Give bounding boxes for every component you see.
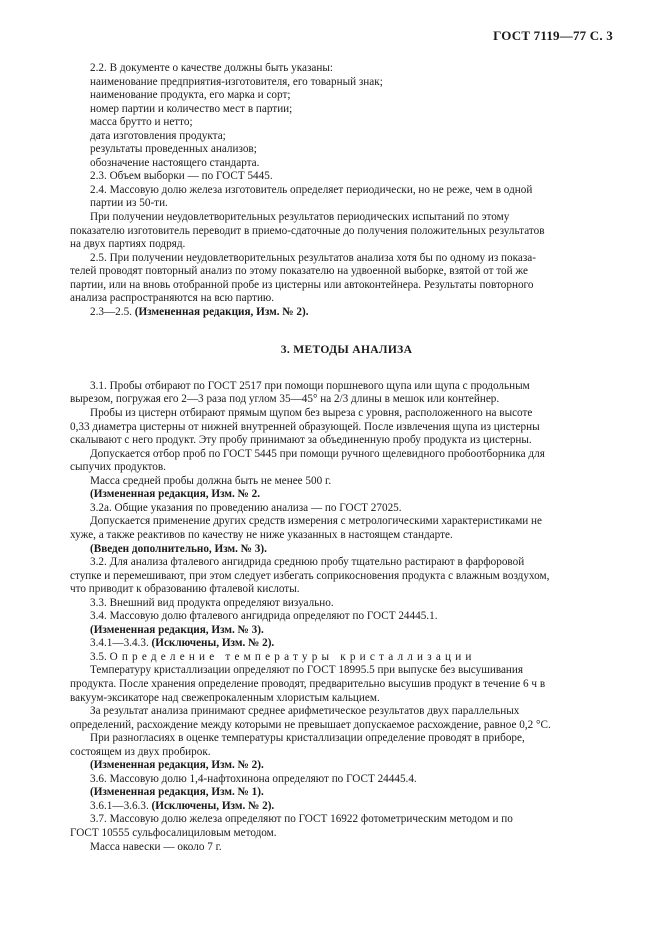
text-line: показателю изготовитель переводит в приемо-сдаточные до получения положительных результатов — [70, 224, 545, 237]
clause-number: 2.3—2.5. — [90, 305, 132, 318]
amendment-note: (Измененная редакция, Изм. № 1). — [90, 786, 264, 799]
text-line: анализа распространяются на всю партию. — [70, 292, 275, 305]
page-header: ГОСТ 7119—77 С. 3 — [493, 28, 613, 43]
text-line: ГОСТ 10555 сульфосалициловым методом. — [70, 826, 277, 839]
text-line: 3.4. Массовую долю фталевого ангидрида определяют по ГОСТ 24445.1. — [90, 610, 438, 623]
text-line: на двух партиях подряд. — [70, 238, 186, 251]
text-line: ступке и перемешивают, при этом следует избегать соприкосновения продукта с влажным воздухом, — [70, 569, 550, 582]
subsection-heading — [90, 651, 603, 665]
text-line: вырезом, погружая его 2—3 раза под углом 35—45° на 2/3 длины в мешок или контейнер. — [70, 393, 500, 406]
text-line: 2.4. Массовую долю железа изготовитель определяет периодически, но не реже, чем в одной — [90, 183, 533, 196]
document-body — [70, 62, 603, 854]
text-line: Допускается применение других средств измерения с метрологическими характеристиками не — [90, 515, 543, 528]
amendment-note: (Введен дополнительно, Изм. № 3). — [90, 542, 267, 555]
text-line: 3.7. Массовую долю железа определяют по ГОСТ 16922 фотометрическим методом и по — [90, 813, 513, 826]
text-line: За результат анализа принимают среднее арифметическое результатов двух параллельных — [90, 705, 520, 718]
amendment-note: (Измененная редакция, Изм. № 2. — [90, 488, 261, 501]
amendment-note — [90, 306, 603, 320]
text-line: 2.5. При получении неудовлетворительных результатов анализа хотя бы по одному из показа- — [90, 251, 536, 264]
amendment-note: (Измененная редакция, Изм. № 3). — [90, 623, 264, 636]
text-line: Пробы из цистерн отбирают прямым щупом без выреза с уровня, расположенного на высоте — [90, 407, 533, 420]
text-line: Температуру кристаллизации определяют по ГОСТ 18995.5 при выпуске без высушивания — [90, 664, 524, 677]
text-line: 3.3. Внешний вид продукта определяют визуально. — [90, 596, 334, 609]
text-line: вакуум-эксикаторе над свежепрокаленным хлористым кальцием. — [70, 691, 380, 704]
text-line: определений, расхождение между которыми не превышает допускаемое расхождение, равное 0,2 °С. — [70, 718, 551, 731]
clause-number: 3.6.1—3.6.3. — [90, 799, 149, 812]
text-line: При разногласиях в оценке температуры кристаллизации определение проводят в приборе, — [90, 732, 525, 745]
amendment-note — [90, 800, 603, 814]
text-line: номер партии и количество мест в партии; — [90, 102, 293, 115]
text-line: обозначение настоящего стандарта. — [90, 156, 260, 169]
text-line: дата изготовления продукта; — [90, 129, 226, 142]
amendment-text: (Исключены, Изм. № 2). — [151, 799, 275, 812]
text-line: масса брутто и нетто; — [90, 116, 193, 129]
text-line: 3.2. Для анализа фталевого ангидрида среднюю пробу тщательно растирают в фарфоровой — [90, 556, 525, 569]
amendment-note — [90, 637, 603, 651]
text-line: Масса навески — около 7 г. — [90, 840, 222, 853]
text-line: 3.1. Пробы отбирают по ГОСТ 2517 при помощи поршневого щупа или щупа с продольным — [90, 379, 530, 392]
text-line: 2.3. Объем выборки — по ГОСТ 5445. — [90, 170, 273, 183]
clause-number: 3.5. — [90, 650, 107, 663]
text-line: партии, или на вновь отобранной пробе из цистерны или автоконтейнера. Результаты повторного — [70, 278, 534, 291]
text-line: партии из 50-ти. — [90, 197, 168, 210]
text-line: хуже, а также реактивов по качеству не ниже указанных в настоящем стандарте. — [70, 528, 453, 541]
text-line: 2.2. В документе о качестве должны быть указаны: — [90, 62, 333, 74]
clause-number: 3.4.1—3.4.3. — [90, 637, 149, 650]
text-line: скалывают с него продукт. Эту пробу принимают за объединенную пробу продукта из цистерны. — [70, 434, 532, 447]
text-line: сыпучих продуктов. — [70, 461, 166, 474]
text-line: 0,33 диаметра цистерны от нижней внутренней образующей. После извлечения щупа из цистерны — [70, 420, 540, 433]
text-line: 3.6. Массовую долю 1,4-нафтохинона определяют по ГОСТ 24445.4. — [90, 772, 417, 785]
text-line: Допускается отбор проб по ГОСТ 5445 при помощи ручного щелевидного пробоотборника для — [90, 447, 545, 460]
text-line: телей проводят повторный анализ по этому показателю на удвоенной выборке, взятой от той же — [70, 265, 528, 278]
text-line: что приводит к образованию фталевой кислоты. — [70, 583, 300, 596]
amendment-note: (Измененная редакция, Изм. № 2). — [90, 759, 264, 772]
text-line: наименование продукта, его марка и сорт; — [90, 89, 291, 102]
text-line: результаты проведенных анализов; — [90, 143, 257, 156]
subsection-title: Определение температуры кристаллизации — [109, 650, 476, 663]
section-title: 3. МЕТОДЫ АНАЛИЗА — [280, 343, 413, 357]
text-line: При получении неудовлетворительных результатов периодических испытаний по этому — [90, 211, 510, 224]
amendment-text: (Исключены, Изм. № 2). — [151, 637, 275, 650]
text-line: продукта. После хранения определение проводят, предварительно высушив продукт в течение 6 ч в — [70, 677, 546, 690]
text-line: 3.2а. Общие указания по проведению анализа — по ГОСТ 27025. — [90, 501, 402, 514]
text-line: Масса средней пробы должна быть не менее 500 г. — [90, 474, 332, 487]
text-line: наименование предприятия-изготовителя, его товарный знак; — [90, 75, 383, 88]
amendment-text: (Измененная редакция, Изм. № 2). — [134, 305, 309, 318]
text-line: состоящем из двух пробирок. — [70, 745, 211, 758]
